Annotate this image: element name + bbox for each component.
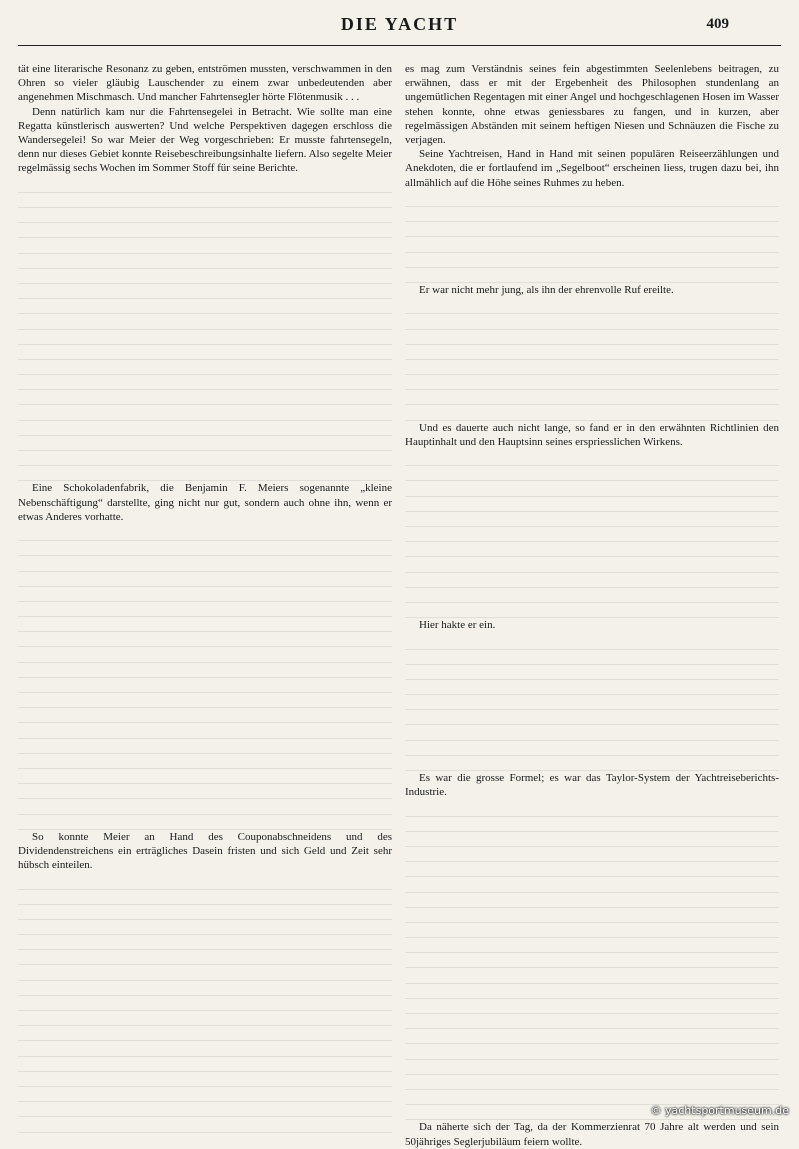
paragraph: tät eine literarische Resonanz zu geben, entströmen mussten, verschwammen in den Ohren so vieler gläubig Lauschender zu einem zwar unbedeutenden aber angenehmen Mischmasch. Und mancher Fahrtensegler hörte Flötenmusik . . . <box>18 63 392 104</box>
paragraph: Es war die grosse Formel; es war das Taylor-System der Yachtreiseberichts-Industrie. <box>405 772 779 799</box>
unread-text-block <box>18 526 392 830</box>
unread-text-block <box>405 451 779 618</box>
paragraph: Eine Schokoladenfabrik, die Benjamin F. Meiers sogenannte „kleine Nebenschäftigung“ darstellte, ging nicht nur gut, sondern auch ohne ihn, wenn er etwas Anderes vorhatte. <box>18 482 392 523</box>
paragraph: Denn natürlich kam nur die Fahrtensegelei in Betracht. Wie sollte man eine Regatta künstlerisch auswerten? Und welche Perspektiven dagegen erschloss die Wandersegelei! So war Meier der Weg vorgeschrieben: Er musste fahrtensegeln, denn nur dieses Gebiet konnte Reisebeschreibungsinhalte liefern. Also segelte Meier regelmässig sechs Wochen im Sommer Stoff für seine Berichte. <box>18 105 392 175</box>
paragraph: es mag zum Verständnis seines fein abgestimmten Seelenlebens beitragen, zu erwähnen, dass er mit der Ergebenheit des Philosophen stundenlang an ungemütlichen Regentagen mit einer Angel und hochgeschlagenen Hosen im Wasser stehen konnte, ohne etwas geniessbares zu fangen, und in kurzen, aber regelmässigen Abständen mit seinem heftigen Niesen und Schnäuzen die Fische zu verjagen. <box>405 63 779 147</box>
page-title: DIE YACHT <box>340 14 459 34</box>
right-column <box>405 62 779 1149</box>
paragraph: Er war nicht mehr jung, als ihn der ehrenvolle Ruf ereilte. <box>419 283 674 296</box>
paragraph: Hier hakte er ein. <box>419 619 496 632</box>
unread-text-block <box>405 299 779 421</box>
unread-text-block <box>405 634 779 771</box>
unread-text-block <box>405 192 779 283</box>
watermark: © yachtsportmuseum.de <box>650 1104 789 1117</box>
header-rule <box>18 45 781 46</box>
page-header <box>0 0 799 54</box>
unread-text-block <box>405 801 779 1120</box>
left-column <box>18 62 392 1133</box>
paragraph: So konnte Meier an Hand des Couponabschneidens und des Dividendenstreichens ein erträgliches Dasein fristen und sich Geld und Zeit sehr hübsch einteilen. <box>18 830 392 872</box>
paragraph: Und es dauerte auch nicht lange, so fand er in den erwähnten Richtlinien den Hauptinhalt und den Hauptsinn seines erspriesslichen Wirkens. <box>405 421 779 448</box>
paragraph: Seine Yachtreisen, Hand in Hand mit seinen populären Reiseerzählungen und Anekdoten, die er fortlaufend im „Segelboot“ erscheinen liess, trugen dazu bei, ihn allmählich auf die Höhe seines Ruhmes zu heben. <box>405 148 779 189</box>
page-number: 409 <box>706 16 729 32</box>
paragraph: Da näherte sich der Tag, da der Kommerzienrat 70 Jahre alt werden und sein 50jähriges Seglerjubiläum feiern wollte. <box>405 1121 779 1148</box>
unread-text-block <box>18 178 392 482</box>
unread-text-block <box>18 874 392 1132</box>
